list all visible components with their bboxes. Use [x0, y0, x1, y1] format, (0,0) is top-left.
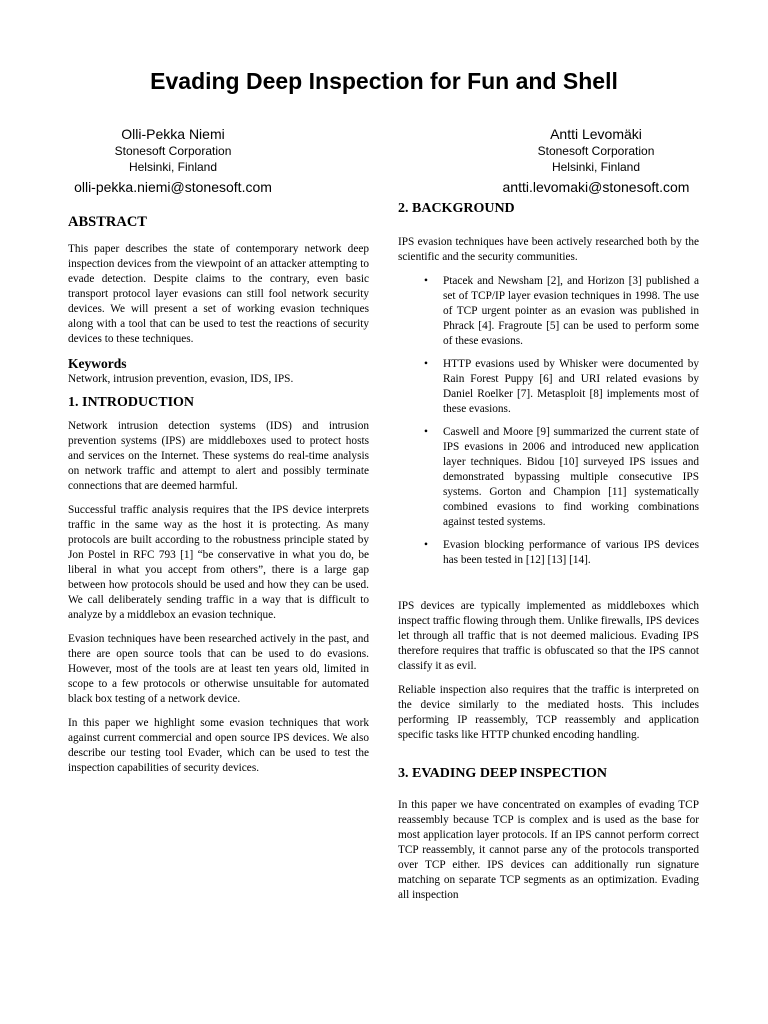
list-item: • Caswell and Moore [9] summarized the current state of IPS evasions in 2006 and introduced new application layer techniques. Bidou [10] surveyed IPS issues and demonstrated bypassing multiple consecutive IPS systems. Gorton and Champion [11] systematically combined evasions to find working combinations against tested systems. [443, 425, 699, 530]
background-paragraph: IPS devices are typically implemented as middleboxes which inspect traffic flowing through them. Unlike firewalls, IPS devices let through all traffic that is not deemed malicious. Evading IPS therefore requires that traffic is obfuscated so that the IPS cannot classify it as evil. [398, 600, 699, 672]
background-heading: 2. BACKGROUND [398, 201, 515, 216]
author-name: Olli-Pekka Niemi [121, 126, 225, 142]
left-column [68, 212, 369, 785]
list-item: • Evasion blocking performance of various IPS devices has been tested in [12] [13] [14]. [443, 538, 699, 568]
introduction-heading: 1. INTRODUCTION [68, 395, 195, 410]
introduction-paragraph: In this paper we highlight some evasion techniques that work against current commercial and open source IPS devices. We also describe our testing tool Evader, which can be used to test the inspection capabilities of security devices. [68, 717, 369, 774]
spacer [398, 577, 699, 599]
author-location: Helsinki, Finland [551, 160, 641, 174]
list-item: • Ptacek and Newsham [2], and Horizon [3] published a set of TCP/IP layer evasion techniques in 1998. The use of TCP urgent pointer as an evasion was published in Phrack [4]. Fragroute [5] can be used to perform some of these evasions. [443, 274, 699, 349]
paper-title: Evading Deep Inspection for Fun and Shell [150, 68, 618, 94]
keywords-text: Network, intrusion prevention, evasion, IDS, IPS. [68, 373, 294, 385]
author-affiliation: Stonesoft Corporation [114, 144, 232, 158]
evading-heading: 3. EVADING DEEP INSPECTION [398, 766, 608, 781]
spacer [398, 752, 699, 764]
background-bullet-list [398, 274, 699, 568]
abstract-heading: ABSTRACT [68, 214, 147, 230]
author-location: Helsinki, Finland [128, 160, 218, 174]
author-email: antti.levomaki@stonesoft.com [502, 179, 690, 195]
introduction-paragraph: Evasion techniques have been researched actively in the past, and there are open source tools that can be used to do evasions. However, most of the tools are at least ten years old, limited in scope to a few protocols or otherwise unsuitable for automated black box testing of a network device. [68, 633, 369, 705]
author-block-2 [456, 126, 736, 197]
keywords-heading: Keywords [68, 356, 127, 371]
list-item: • HTTP evasions used by Whisker were documented by Rain Forest Puppy [6] and URI related evasions by Daniel Roelker [7]. Metasploit [8] implements most of these evasions. [443, 357, 699, 417]
background-paragraph: Reliable inspection also requires that the traffic is interpreted on the device similarly to the mediated hosts. This includes performing IP reassembly, TCP reassembly and application specific tasks like HTTP chunked encoding handling. [398, 684, 699, 741]
author-affiliation: Stonesoft Corporation [537, 144, 655, 158]
author-name: Antti Levomäki [550, 126, 642, 142]
introduction-paragraph: Network intrusion detection systems (IDS) and intrusion prevention systems (IPS) are middleboxes used to protect hosts and services on the Internet. These systems do real-time analysis on network traffic and attempt to alert and possibly terminate connections that are deemed harmful. [68, 420, 369, 492]
abstract-text: This paper describes the state of contemporary network deep inspection devices from the viewpoint of an attacker attempting to evade detection. Despite claims to the contrary, even basic transport protocol layer evasions can still fool network security devices. We will present a set of working evasion techniques along with a tool that can be used to test the reactions of security devices to these techniques. [68, 243, 369, 345]
author-email: olli-pekka.niemi@stonesoft.com [74, 179, 272, 195]
introduction-paragraph: Successful traffic analysis requires that the IPS device interprets traffic in the same way as the host it is protecting. As many protocols are built according to the robustness principle stated by Jon Postel in RFC 793 [1] “be conservative in what you do, be liberal in what you accept from others”, there is a large gap between how protocols should be used and how they can be used. We call deliberately sending traffic in a way that is difficult to analyze by a middlebox an evasion technique. [68, 504, 369, 621]
evading-text: In this paper we have concentrated on examples of evading TCP reassembly because TCP is complex and is used as the base for most application layer protocols. If an IPS cannot perform correct TCP reassembly, it cannot parse any of the protocols transported over TCP either. IPS devices can additionally run signature matching on separate TCP segments as an optimization. Evading all inspection [398, 799, 699, 901]
background-intro: IPS evasion techniques have been actively researched both by the scientific and the security communities. [398, 236, 699, 263]
author-block-1 [33, 126, 313, 197]
right-column [398, 199, 699, 912]
